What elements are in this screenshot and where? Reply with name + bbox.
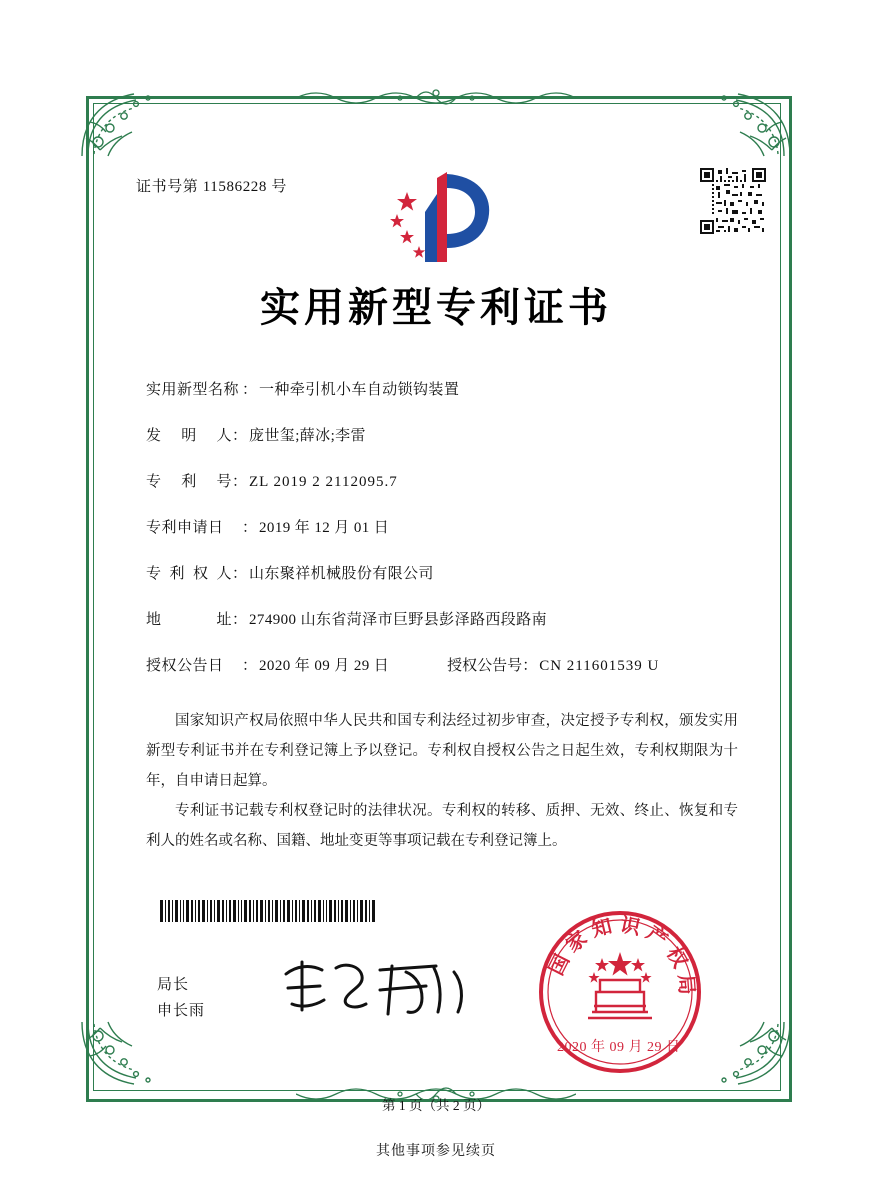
field-row-application-date <box>146 516 746 562</box>
field-colon: ： <box>232 428 248 444</box>
field-label-patent-number: 专利号 <box>146 474 232 490</box>
field-label-inventor: 发明人 <box>146 428 232 444</box>
field-value-grant-date: 2020 年 09 月 29 日 <box>259 658 390 674</box>
barcode <box>160 900 378 922</box>
corner-ornament-top-left-icon <box>78 86 174 160</box>
field-row-patent-number <box>146 470 746 516</box>
field-label-patentee: 专利权人 <box>146 566 232 582</box>
field-row-inventor <box>146 424 746 470</box>
field-label-address: 地址 <box>146 612 232 628</box>
page-number: 第 1 页（共 2 页） <box>382 1098 490 1113</box>
border-ornament-top-icon <box>296 84 576 110</box>
field-row-address <box>146 608 746 654</box>
handwritten-signature-icon <box>276 952 476 1030</box>
field-row-utility-model-name <box>146 378 746 424</box>
director-signature-block <box>157 972 205 1024</box>
field-colon: ： <box>232 566 248 582</box>
field-row-patentee <box>146 562 746 608</box>
qr-code <box>700 168 766 234</box>
footer-note: 其他事项参见续页 <box>376 1144 496 1159</box>
field-value-application-date: 2019 年 12 月 01 日 <box>259 520 390 536</box>
field-colon: ： <box>242 382 258 398</box>
field-colon: ： <box>242 658 258 674</box>
seal-date: 2020 年 09 月 29 日 <box>557 1040 681 1055</box>
director-name: 申长雨 <box>157 1003 206 1019</box>
field-colon: ： <box>232 612 248 628</box>
field-colon: ： <box>242 520 258 536</box>
field-row-grant-announcement <box>146 654 746 700</box>
director-title-label: 局长 <box>157 977 190 993</box>
field-list <box>146 378 746 700</box>
paragraph-2: 专利证书记载专利权登记时的法律状况。专利权的转移、质押、无效、终止、恢复和专利人的姓名或名称、国籍、地址变更等事项记载在专利登记簿上。 <box>146 803 738 849</box>
field-colon: ： <box>232 474 248 490</box>
page-title: 实用新型专利证书 <box>260 284 612 331</box>
field-value-patent-number: ZL 2019 2 2112095.7 <box>249 474 398 490</box>
corner-ornament-bottom-left-icon <box>78 1018 174 1092</box>
field-label-application-date: 专利申请日 <box>146 520 224 536</box>
field-label-utility-model-name: 实用新型名称 <box>146 382 240 398</box>
field-value-inventor: 庞世玺;薛冰;李雷 <box>249 428 366 444</box>
field-colon: ： <box>522 658 538 674</box>
field-value-grant-number: CN 211601539 U <box>539 658 660 674</box>
cnipa-logo-icon <box>385 168 495 268</box>
legal-text-block <box>146 706 738 856</box>
corner-ornament-bottom-right-icon <box>698 1018 794 1092</box>
paragraph-1: 国家知识产权局依照中华人民共和国专利法经过初步审查，决定授予专利权，颁发实用新型专利证书并在专利登记簿上予以登记。专利权自授权公告之日起生效，专利权期限为十年，自申请日起算。 <box>146 713 738 789</box>
field-value-patentee: 山东聚祥机械股份有限公司 <box>249 566 434 582</box>
field-value-utility-model-name: 一种牵引机小车自动锁钩装置 <box>259 382 460 398</box>
field-label-grant-number: 授权公告号 <box>447 658 523 674</box>
certificate-number: 证书号第 11586228 号 <box>136 179 287 195</box>
field-value-address: 274900 山东省菏泽市巨野县彭泽路西段路南 <box>249 612 547 628</box>
field-label-grant-date: 授权公告日 <box>146 658 224 674</box>
svg-text:国家知识产权局: 国家知识产权局 <box>543 911 700 1002</box>
corner-ornament-top-right-icon <box>698 86 794 160</box>
